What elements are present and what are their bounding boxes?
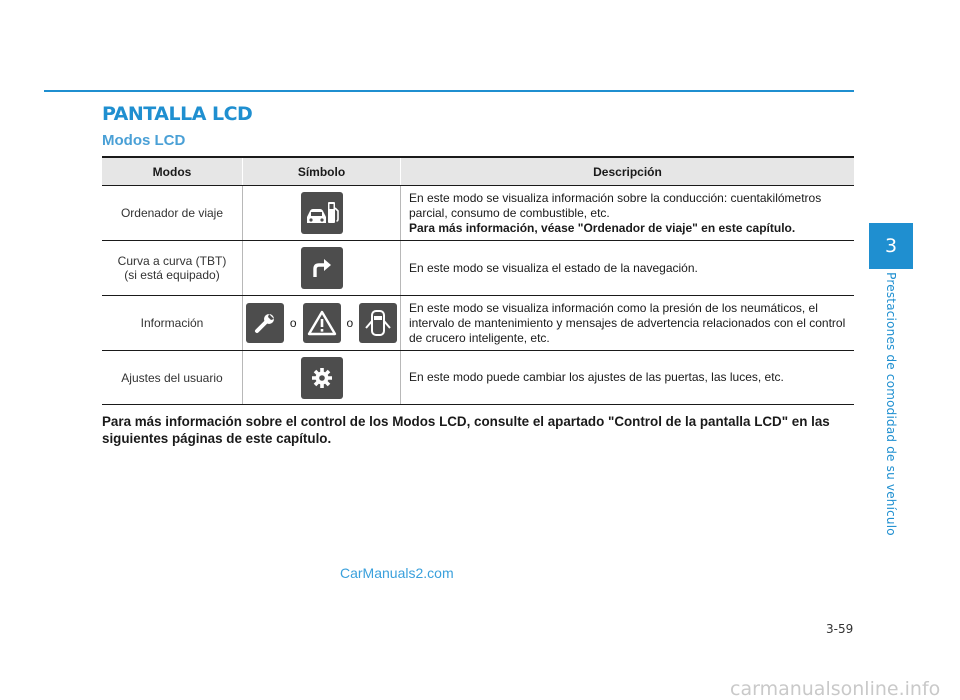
- symbol-cell: [243, 186, 401, 241]
- table-row: [102, 351, 854, 405]
- table-header-row: [102, 157, 854, 186]
- modes-table: [102, 156, 854, 405]
- header-symbol: Símbolo: [243, 157, 401, 186]
- mode-cell: [102, 296, 243, 351]
- trip-computer-icon: [301, 192, 343, 234]
- mode-label: Ordenador de viaje: [120, 206, 224, 220]
- description-cell: [401, 186, 855, 241]
- icon-separator: o: [346, 316, 354, 330]
- header-description: Descripción: [401, 157, 855, 186]
- description-text: En este modo se visualiza el estado de la navegación.: [409, 260, 698, 275]
- mode-label: Curva a curva (TBT): [117, 254, 227, 268]
- description-text: En este modo se visualiza información sobre la conducción: cuentakilómetros parcial, consumo de combustible, etc.: [409, 190, 822, 220]
- symbol-cell: [243, 296, 401, 351]
- table-row: [102, 296, 854, 351]
- subsection-title: Modos LCD: [102, 132, 186, 149]
- watermark-link[interactable]: CarManuals2.com: [340, 565, 454, 581]
- mode-label: Ajustes del usuario: [121, 370, 223, 385]
- chapter-tab: 3: [869, 223, 913, 269]
- description-cell: [401, 296, 855, 351]
- mode-cell: [102, 186, 243, 241]
- description-text: En este modo se visualiza información como la presión de los neumáticos, el intervalo de mantenimiento y mensajes de advertencia relacionados con el control de crucero inteligente, etc.: [409, 300, 846, 345]
- header-modes: Modos: [102, 157, 243, 186]
- description-cell: [401, 351, 855, 405]
- warning-triangle-icon: [303, 303, 341, 343]
- mode-cell: [102, 241, 243, 296]
- symbol-cell: [243, 241, 401, 296]
- turn-arrow-icon: [301, 247, 343, 289]
- mode-cell: [102, 351, 243, 405]
- bottom-watermark: carmanualsonline.info: [730, 678, 941, 700]
- mode-label-note: (si está equipado): [124, 268, 220, 282]
- mode-label: Información: [140, 316, 204, 330]
- symbol-cell: [243, 351, 401, 405]
- gear-icon: [301, 357, 343, 399]
- description-bold-text: Para más información, véase "Ordenador de viaje" en este capítulo.: [409, 220, 796, 235]
- page-number: 3-59: [826, 622, 854, 636]
- car-doors-icon: [359, 303, 397, 343]
- wrench-icon: [246, 303, 284, 343]
- info-note: Para más información sobre el control de los Modos LCD, consulte el apartado "Control de la pantalla LCD" en las siguientes páginas de este capítulo.: [102, 414, 830, 446]
- chapter-side-label: Prestaciones de comodidad de su vehículo: [884, 272, 898, 536]
- icon-separator: o: [289, 316, 297, 330]
- description-cell: [401, 241, 855, 296]
- table-row: [102, 241, 854, 296]
- section-title: PANTALLA LCD: [102, 103, 253, 125]
- table-row: [102, 186, 854, 241]
- description-text: En este modo puede cambiar los ajustes de las puertas, las luces, etc.: [409, 370, 784, 384]
- top-rule: [44, 90, 854, 92]
